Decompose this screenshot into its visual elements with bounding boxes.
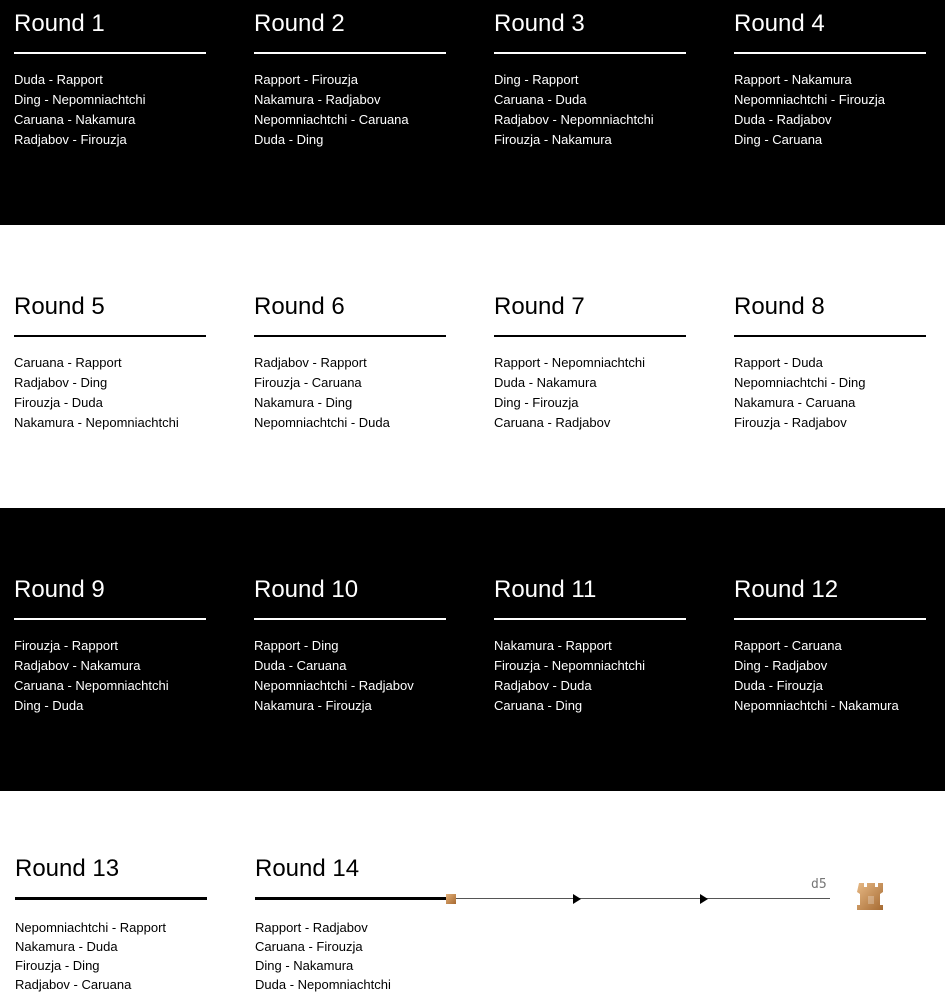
pairing: Ding - Firouzja [494,395,579,410]
pairing: Firouzja - Nakamura [494,132,612,147]
round-divider [254,52,446,54]
pairings-list [494,636,686,716]
pairing: Nepomniachtchi - Caruana [254,112,409,127]
pairings-list [14,636,206,716]
round-card-3 [494,10,686,150]
pairing: Nepomniachtchi - Nakamura [734,698,899,713]
pairing: Ding - Nepomniachtchi [14,92,146,107]
round-title: Round 9 [14,576,105,603]
round-divider [255,897,447,900]
pairing: Nakamura - Ding [254,395,353,410]
round-card-12 [734,576,926,716]
pairing: Caruana - Rapport [14,355,122,370]
pairing: Nepomniachtchi - Rapport [15,920,167,935]
pairing: Radjabov - Rapport [254,355,367,370]
pairing: Caruana - Ding [494,698,583,713]
pairing: Firouzja - Ding [15,958,100,973]
round-card-13 [15,855,207,994]
pairing: Nepomniachtchi - Radjabov [254,678,414,693]
round-card-5 [14,293,206,433]
pairing: Nakamura - Radjabov [254,92,381,107]
round-title: Round 5 [14,293,105,320]
pairing: Caruana - Duda [494,92,587,107]
pairing: Nepomniachtchi - Ding [734,375,866,390]
pairing: Duda - Nepomniachtchi [255,977,391,992]
pairing: Duda - Rapport [14,72,103,87]
pairing: Caruana - Nepomniachtchi [14,678,169,693]
pairing: Firouzja - Duda [14,395,103,410]
board-square-label: d5 [811,877,827,892]
pairing: Rapport - Duda [734,355,823,370]
arrow-right-icon [700,894,708,904]
pairing: Caruana - Nakamura [14,112,136,127]
pairing: Caruana - Firouzja [255,939,363,954]
rounds-band-1 [0,0,945,225]
pairing: Radjabov - Caruana [15,977,132,992]
round-divider [734,618,926,620]
round-card-9 [14,576,206,716]
pairings-list [14,353,206,433]
pairings-list [494,353,686,433]
pairing: Nakamura - Rapport [494,638,612,653]
pairings-list [734,70,926,150]
round-title: Round 3 [494,10,585,37]
arrow-right-icon [573,894,581,904]
round-divider [14,335,206,337]
pairing: Ding - Radjabov [734,658,828,673]
round-title: Round 1 [14,10,105,37]
pairing: Rapport - Nakamura [734,72,852,87]
pairing: Rapport - Ding [254,638,339,653]
rounds-band-2 [0,225,945,508]
round-card-10 [254,576,446,716]
pairing: Nepomniachtchi - Firouzja [734,92,886,107]
pairing: Duda - Firouzja [734,678,823,693]
round-divider [494,335,686,337]
round-card-1 [14,10,206,150]
pairing: Rapport - Firouzja [254,72,359,87]
pairing: Firouzja - Caruana [254,375,362,390]
round-divider [734,335,926,337]
pairing: Radjabov - Nepomniachtchi [494,112,654,127]
round-title: Round 7 [494,293,585,320]
round-title: Round 4 [734,10,825,37]
rook-icon [856,881,886,913]
pairing: Rapport - Radjabov [255,920,368,935]
round-title: Round 6 [254,293,345,320]
round-card-7 [494,293,686,433]
rounds-band-3 [0,508,945,791]
square-marker-icon [446,894,456,904]
pairing: Duda - Radjabov [734,112,832,127]
timeline-line [450,898,830,899]
pairing: Rapport - Nepomniachtchi [494,355,646,370]
pairing: Radjabov - Ding [14,375,108,390]
round-divider [14,618,206,620]
pairings-list [14,70,206,150]
pairing: Nakamura - Firouzja [254,698,372,713]
pairing: Duda - Caruana [254,658,347,673]
round-title: Round 11 [494,576,597,603]
round-title: Round 12 [734,576,839,603]
round-card-14 [255,855,447,994]
pairing: Nakamura - Duda [15,939,118,954]
pairings-list [254,353,446,433]
pairings-list [734,353,926,433]
round-card-11 [494,576,686,716]
pairings-list [254,70,446,150]
pairing: Firouzja - Rapport [14,638,119,653]
round-card-4 [734,10,926,150]
pairing: Ding - Rapport [494,72,579,87]
pairing: Firouzja - Radjabov [734,415,847,430]
pairings-list [734,636,926,716]
round-title: Round 10 [254,576,359,603]
round-card-6 [254,293,446,433]
round-divider [494,618,686,620]
pairing: Radjabov - Nakamura [14,658,141,673]
round-divider [14,52,206,54]
pairings-list [254,636,446,716]
pairing: Ding - Nakamura [255,958,354,973]
round-divider [254,618,446,620]
round-divider [734,52,926,54]
pairings-list [494,70,686,150]
round-divider [254,335,446,337]
pairing: Duda - Ding [254,132,324,147]
round-title: Round 2 [254,10,345,37]
pairing: Radjabov - Firouzja [14,132,127,147]
pairing: Ding - Caruana [734,132,823,147]
pairing: Radjabov - Duda [494,678,592,693]
round-title: Round 8 [734,293,825,320]
pairing: Nepomniachtchi - Duda [254,415,390,430]
pairing: Nakamura - Caruana [734,395,856,410]
pairing: Duda - Nakamura [494,375,597,390]
round-title: Round 13 [15,855,120,882]
round-divider [494,52,686,54]
pairing: Caruana - Radjabov [494,415,611,430]
decorative-timeline [446,896,830,910]
round-card-8 [734,293,926,433]
pairings-list [255,918,447,994]
pairing: Nakamura - Nepomniachtchi [14,415,179,430]
round-title: Round 14 [255,855,360,882]
round-card-2 [254,10,446,150]
pairing: Ding - Duda [14,698,84,713]
pairing: Rapport - Caruana [734,638,842,653]
round-divider [15,897,207,900]
rounds-band-4 [0,791,945,999]
pairing: Firouzja - Nepomniachtchi [494,658,646,673]
pairings-list [15,918,207,994]
